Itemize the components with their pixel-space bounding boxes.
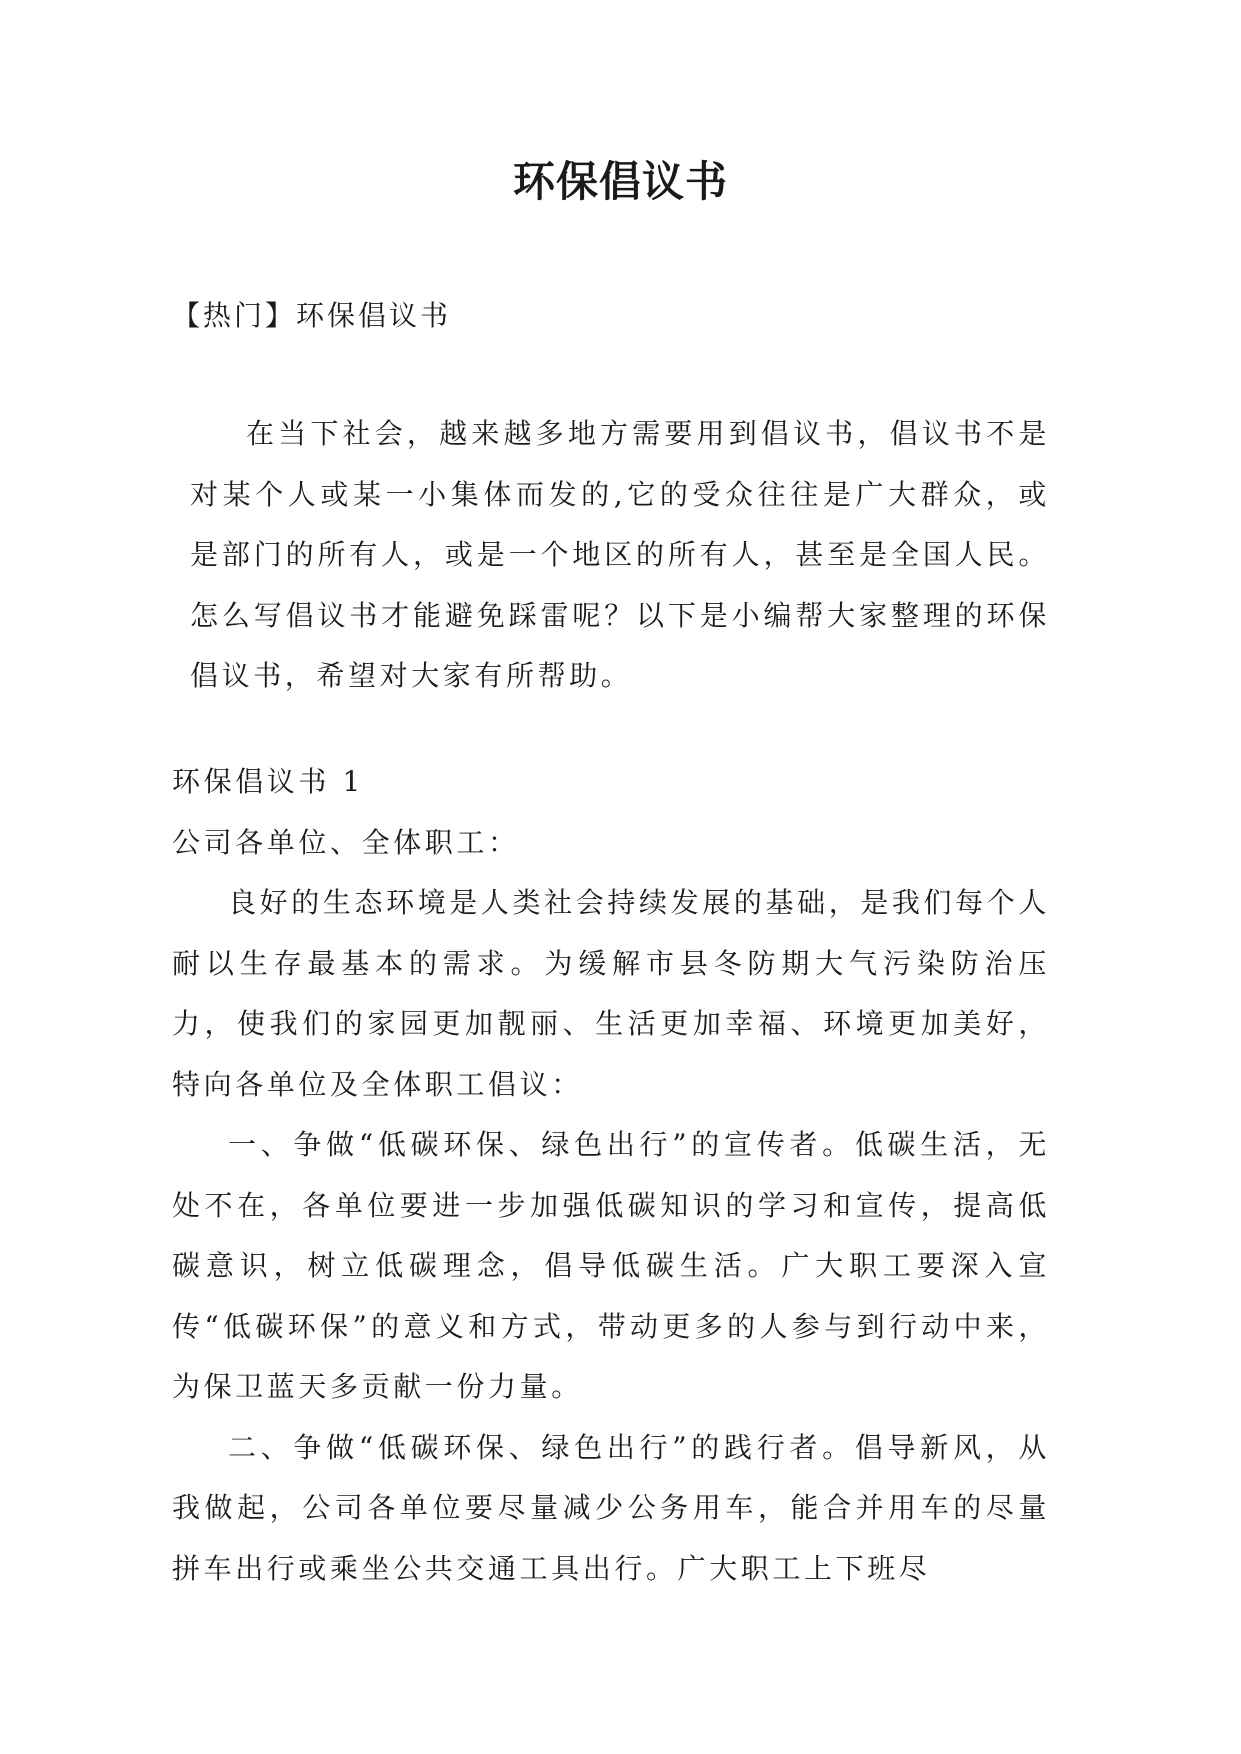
document-subtitle: 【热门】环保倡议书 [172,299,452,332]
body-paragraph-1: 良好的生态环境是人类社会持续发展的基础，是我们每个人耐以生存最基本的需求。为缓解市县冬防期大气污染防治压力，使我们的家园更加靓丽、生活更加幸福、环境更加美好，特向各单位及全体职工倡议： [172,886,1050,1101]
salutation: 公司各单位、全体职工： [172,825,520,859]
document-title: 环保倡议书 [512,157,728,206]
section-1 [172,752,1050,1599]
section-heading: 环保倡议书 1 [172,765,364,798]
body-paragraph-3: 二、争做“低碳环保、绿色出行”的践行者。倡导新风，从我做起，公司各单位要尽量减少公务用车，能合并用车的尽量拼车出行或乘坐公共交通工具出行。广大职工上下班尽 [172,1430,1050,1585]
body-paragraph-2: 一、争做“低碳环保、绿色出行”的宣传者。低碳生活，无处不在，各单位要进一步加强低碳知识的学习和宣传，提高低碳意识，树立低碳理念，倡导低碳生活。广大职工要深入宣传“低碳环保”的意义和方式，带动更多的人参与到行动中来，为保卫蓝天多贡献一份力量。 [172,1128,1050,1403]
intro-block [190,404,1050,707]
intro-paragraph: 在当下社会，越来越多地方需要用到倡议书，倡议书不是对某个人或某一小集体而发的,它的受众往往是广大群众，或是部门的所有人，或是一个地区的所有人，甚至是全国人民。怎么写倡议书才能避免踩雷呢？以下是小编帮大家整理的环保倡议书，希望对大家有所帮助。 [190,417,1050,692]
